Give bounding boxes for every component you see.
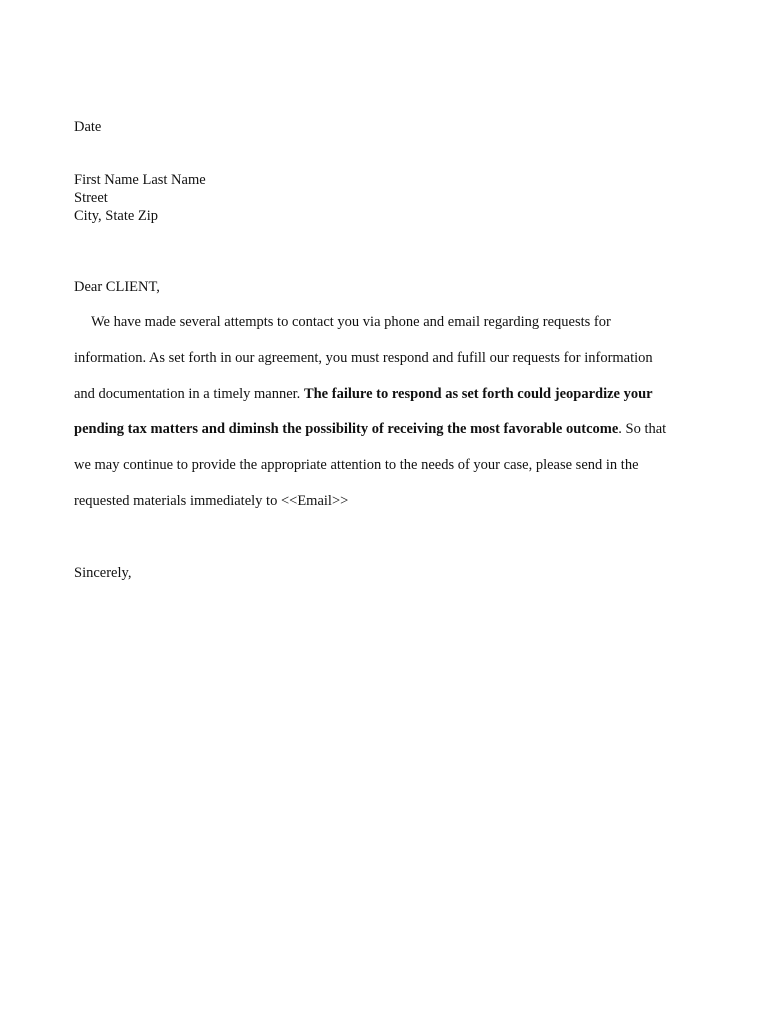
body-closing-text: . So that we may continue to provide the appropriate attention to the needs of your case, please send in the requested materials immediately to <<Email>> [74, 421, 667, 509]
recipient-name: First Name Last Name [74, 172, 206, 188]
body-paragraph [74, 305, 674, 520]
bold-warning-text: The failure to respond as set forth could jeopardize your pending tax matters and diminsh the possibility of receiving the most favorable outcome [74, 385, 653, 438]
closing: Sincerely, [74, 565, 132, 581]
recipient-street: Street [74, 190, 108, 206]
letter-date: Date [74, 119, 102, 135]
recipient-address [74, 171, 206, 225]
body-intro-text: We have made several attempts to contact you via phone and email regarding requests for information. As set forth in our agreement, you must respond and fufill our requests for information and documentation in a timely manner. [74, 314, 653, 402]
recipient-city-state-zip: City, State Zip [74, 208, 159, 224]
salutation: Dear CLIENT, [74, 279, 160, 295]
